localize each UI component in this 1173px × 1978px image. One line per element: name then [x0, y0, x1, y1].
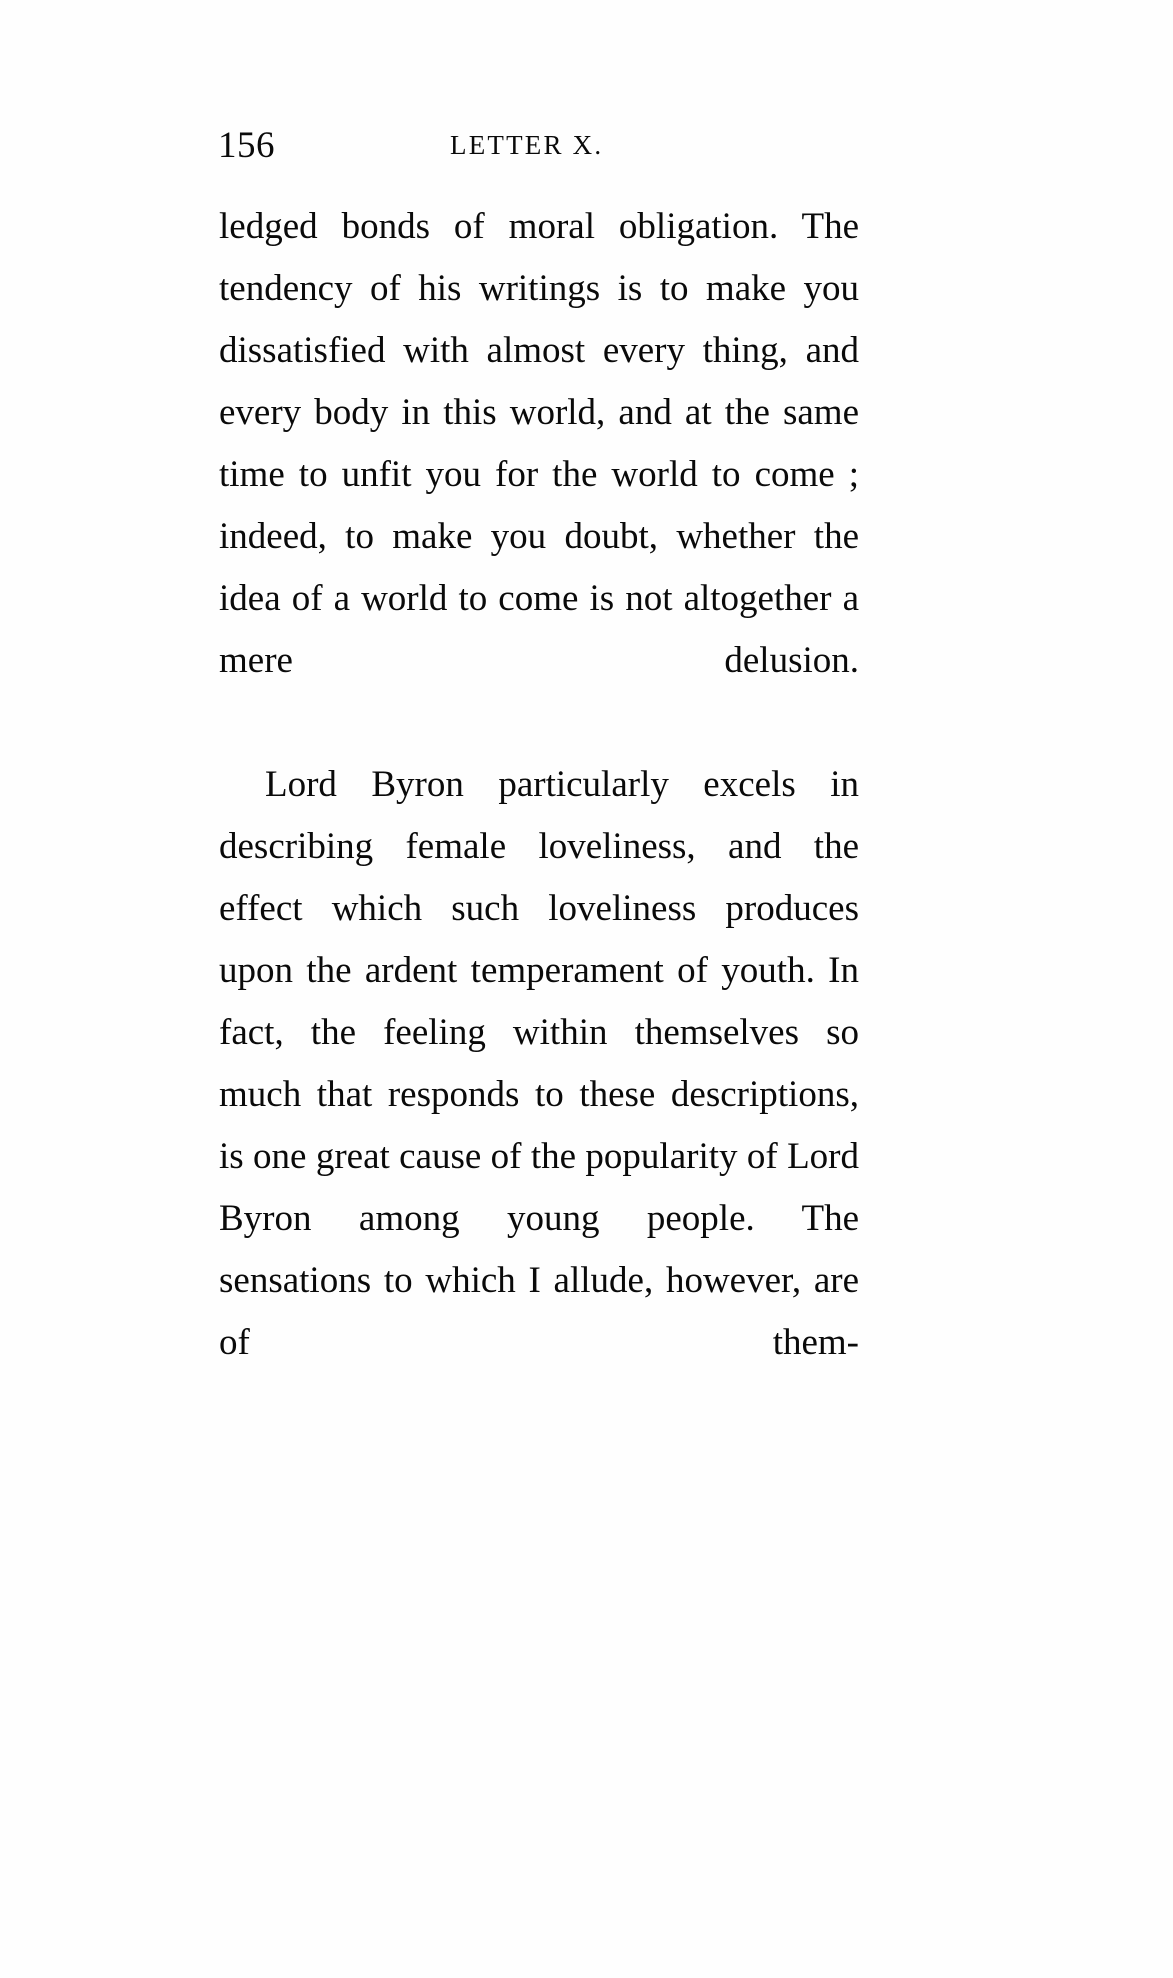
running-head-title: LETTER X.	[450, 130, 604, 160]
running-head	[218, 124, 858, 168]
paragraph: ledged bonds of moral obligation. The tendency of his writings is to make you dissatisfied with almost every thing, and every body in this world, and at the same time to unfit you for the world to come ; indeed, to make you doubt, whether the idea of a world to come is not altogether a mere delusion.	[219, 206, 859, 681]
paragraph: Lord Byron particularly excels in describing female loveliness, and the effect which such loveliness produces upon the ardent temperament of youth. In fact, the feeling within themselves so much that responds to these descriptions, is one great cause of the popularity of Lord Byron among young people. The sensations to which I allude, however, are of them-	[219, 764, 859, 1363]
body-text	[219, 196, 859, 1436]
page-number: 156	[218, 125, 275, 166]
